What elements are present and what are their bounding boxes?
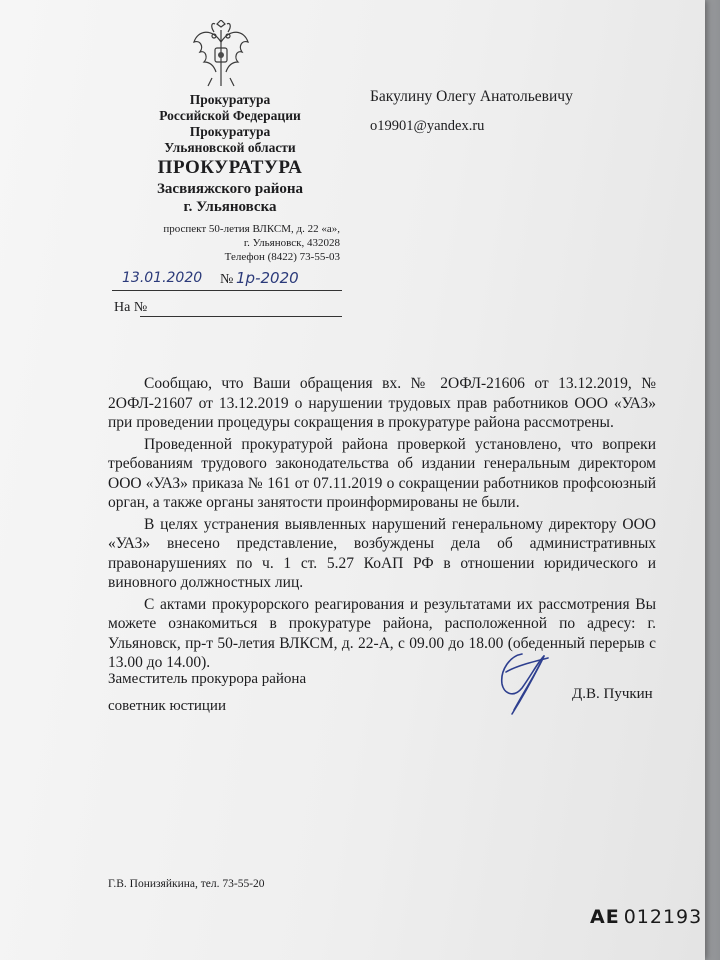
serial-series: АЕ (590, 906, 620, 928)
letterhead-line-4: Ульяновской области (164, 140, 296, 155)
letterhead-district: Засвияжского района (157, 181, 303, 197)
reply-reference-label: На № (114, 300, 148, 315)
address-line-2: г. Ульяновск, 432028 (243, 237, 340, 249)
signatory-position-2: советник юстиции (108, 698, 226, 714)
address-phone: Телефон (8422) 73-55-03 (224, 251, 340, 263)
letterhead-line-3: Прокуратура (189, 124, 271, 139)
handwritten-signature (492, 648, 562, 718)
body-paragraph-3: В целях устранения выявленных нарушений генеральному директору ООО «УАЗ» внесено представление, возбуждены дела об административных правонарушениях по ч. 1 ст. 5.27 КоАП РФ в отношении юридического и виновного должностных лиц. (108, 515, 656, 591)
executor-note: Г.В. Понизяйкина, тел. 73-55-20 (108, 878, 265, 890)
letterhead-city: г. Ульяновска (183, 199, 277, 215)
reply-reference-line (140, 316, 342, 317)
letterhead-line-2: Российской Федерации (159, 108, 301, 123)
registration-date: 13.01.2020 (122, 270, 203, 286)
letter-body (108, 374, 656, 675)
letterhead-address (120, 222, 340, 264)
form-serial-number (590, 906, 702, 928)
body-paragraph-2: Проведенной прокуратурой района проверкой установлено, что вопреки требованиям трудового законодательства об издании генеральным директором ООО «УАЗ» приказа № 161 от 07.11.2019 о сокращении работников профсоюзный орган, а также органы занятости проинформированы не были. (108, 435, 656, 511)
signatory-name: Д.В. Пучкин (572, 686, 653, 702)
letterhead-title: ПРОКУРАТУРА (157, 157, 303, 178)
coat-of-arms-emblem (190, 20, 252, 88)
signatory-position (108, 666, 306, 720)
body-paragraph-1: Сообщаю, что Ваши обращения вх. № 2ОФЛ-21606 от 13.12.2019, № 2ОФЛ-21607 от 13.12.2019 о нарушении трудовых прав работников ООО «УАЗ» при проведении процедуры сокращения в прокуратуре района рассмотрены. (108, 375, 656, 431)
signatory-position-1: Заместитель прокурора района (108, 671, 307, 687)
body-paragraph-4: С актами прокурорского реагирования и результатами их рассмотрения Вы можете ознакомиться в прокуратуре района, расположенной по адресу: г. Ульяновск, пр-т 50-летия ВЛКСМ, д. 22-А, с 09.00 до 18.00 (обеденный перерыв с 13.00 до 14.00). (108, 595, 656, 671)
addressee-name: Бакулину Олегу Анатольевичу (370, 88, 573, 105)
letterhead (120, 92, 340, 216)
registration-number: 1р-2020 (236, 269, 299, 287)
address-line-1: проспект 50-летия ВЛКСМ, д. 22 «а», (163, 223, 340, 235)
registration-line (112, 269, 342, 291)
letterhead-line-1: Прокуратура (189, 92, 271, 107)
serial-number: 012193 (623, 906, 703, 928)
registration-number-label: № (220, 272, 234, 287)
addressee-email: o19901@yandex.ru (370, 118, 485, 134)
